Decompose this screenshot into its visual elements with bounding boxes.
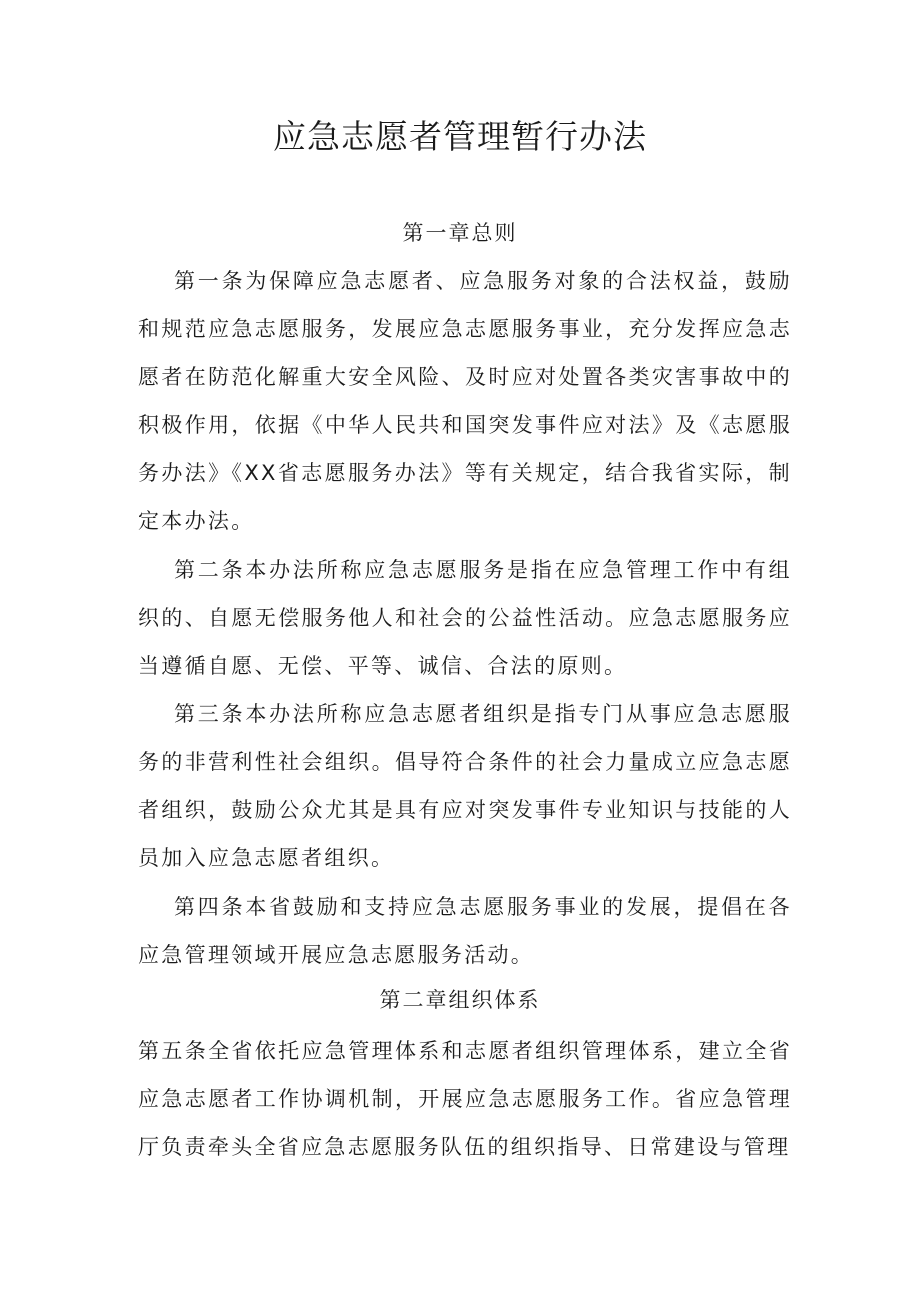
article-1: 第一条为保障应急志愿者、应急服务对象的合法权益，鼓励和规范应急志愿服务，发展应急志愿服务事业，充分发挥应急志愿者在防范化解重大安全风险、及时应对处置各类灾害事故中的积极作用，依据《中华人民共和国突发事件应对法》及《志愿服务办法》《XX省志愿服务办法》等有关规定，结合我省实际，制定本办法。 xyxy=(138,269,792,533)
chapter-1-heading: 第一章总则 xyxy=(402,221,518,245)
article-5: 第五条全省依托应急管理体系和志愿者组织管理体系，建立全省应急志愿者工作协调机制，开展应急志愿服务工作。省应急管理厅负责牵头全省应急志愿服务队伍的组织指导、日常建设与管理 xyxy=(138,1039,792,1159)
article-2: 第二条本办法所称应急志愿服务是指在应急管理工作中有组织的、自愿无偿服务他人和社会的公益性活动。应急志愿服务应当遵循自愿、无偿、平等、诚信、合法的原则。 xyxy=(138,558,792,678)
article-4: 第四条本省鼓励和支持应急志愿服务事业的发展，提倡在各应急管理领域开展应急志愿服务活动。 xyxy=(138,895,792,967)
article-3: 第三条本办法所称应急志愿者组织是指专门从事应急志愿服务的非营利性社会组织。倡导符合条件的社会力量成立应急志愿者组织，鼓励公众尤其是具有应对突发事件专业知识与技能的人员加入应急志愿者组织。 xyxy=(138,702,792,870)
document-title: 应急志愿者管理暂行办法 xyxy=(273,117,647,156)
chapter-2-heading: 第二章组织体系 xyxy=(379,988,541,1012)
